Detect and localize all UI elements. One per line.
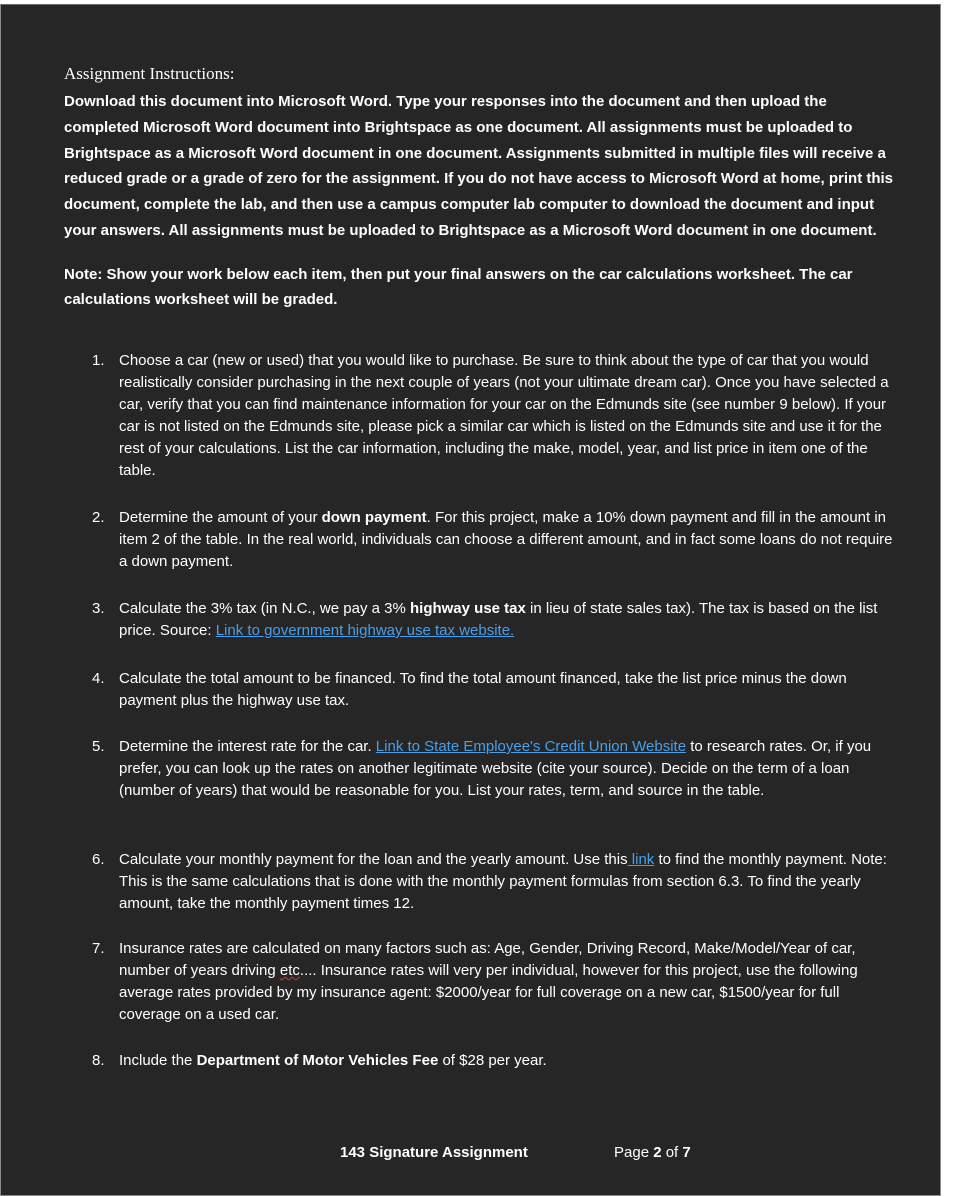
item-text: Include the: [119, 1052, 197, 1069]
highway-tax-link[interactable]: Link to government highway use tax website.: [215, 622, 515, 639]
item-number: 2.: [92, 509, 105, 526]
item-number: 8.: [92, 1052, 105, 1069]
spellcheck-word: etc: [279, 962, 300, 979]
list-item-3: [92, 598, 894, 642]
item-text: Determine the interest rate for the car.: [119, 738, 376, 755]
footer-title: 143 Signature Assignment: [340, 1144, 528, 1161]
note-paragraph: Note: Show your work below each item, then put your final answers on the car calculations worksheet. The car calculations worksheet will be graded.: [64, 265, 853, 309]
list-item-4: [92, 668, 894, 712]
item-text: Choose a car (new or used) that you would like to purchase. Be sure to think about the type of car that you would realistically consider purchasing in the next couple of years (not your ultimate dream car). Once you have selected a car, verify that you can find maintenance information for your car on the Edmunds site (see number 9 below). If your car is not listed on the Edmunds site, please pick a similar car which is listed on the Edmunds site and use it for the rest of your calculations. List the car information, including the make, model, year, and list price in item one of the table.: [119, 352, 889, 479]
list-item-2: [92, 507, 894, 573]
item-text-rest: . For this project, make a 10% down payment and fill in the amount in item 2 of the table. In the real world, individuals can choose a different amount, and in fact some loans do not require a down payment.: [119, 509, 893, 570]
item-number: 6.: [92, 851, 105, 868]
list-item-8: [92, 1050, 894, 1072]
list-item-6: [92, 849, 894, 915]
item-text: Calculate your monthly payment for the loan and the yearly amount. Use this: [119, 851, 628, 868]
item-text-rest: in lieu of state sales tax). The tax is based on the list price. Source:: [119, 600, 878, 639]
item-text: Insurance rates are calculated on many factors such as: Age, Gender, Driving Record, Make/Model/Year of car, number of years driving: [119, 940, 856, 979]
item-text: Determine the amount of your: [119, 509, 322, 526]
page-label: Page: [614, 1144, 654, 1161]
page-current: 2: [653, 1144, 662, 1161]
credit-union-link[interactable]: Link to State Employee's Credit Union Website: [375, 738, 687, 755]
page-number: [614, 1142, 691, 1164]
list-item-5: [92, 736, 894, 802]
page-of: of: [661, 1144, 683, 1161]
list-item-1: [92, 350, 894, 482]
item-bold-term: Department of Motor Vehicles Fee: [196, 1052, 439, 1069]
item-number: 3.: [92, 600, 105, 617]
list-item-7: [92, 938, 894, 1026]
item-number: 5.: [92, 738, 105, 755]
item-number: 4.: [92, 670, 105, 687]
item-bold-term: down payment: [321, 509, 427, 526]
page-body: [64, 63, 894, 313]
item-text-rest: to find the monthly payment. Note: This is the same calculations that is done with the monthly payment formulas from section 6.3. To find the yearly amount, take the monthly payment times 12.: [119, 851, 887, 912]
item-number: 1.: [92, 352, 105, 369]
instructions-heading: Assignment Instructions:: [64, 64, 235, 83]
intro-paragraph: Download this document into Microsoft Word. Type your responses into the document and then upload the completed Microsoft Word document into Brightspace as one document. All assignments must be uploaded to Brightspace as a Microsoft Word document in one document. Assignments submitted in multiple files will receive a reduced grade or a grade of zero for the assignment. If you do not have access to Microsoft Word at home, print this document, complete the lab, and then use a campus computer lab computer to download the document and input your answers. All assignments must be uploaded to Brightspace as a Microsoft Word document in one document.: [64, 93, 894, 239]
payment-calculator-link[interactable]: link: [627, 851, 655, 868]
item-text-rest: of $28 per year.: [438, 1052, 547, 1069]
item-text: Calculate the total amount to be financed. To find the total amount financed, take the list price minus the down payment plus the highway use tax.: [119, 670, 847, 709]
item-text: Calculate the 3% tax (in N.C., we pay a 3%: [119, 600, 410, 617]
item-bold-term: highway use tax: [409, 600, 526, 617]
item-number: 7.: [92, 940, 105, 957]
item-text-rest: to research rates. Or, if you prefer, you can look up the rates on another legitimate website (cite your source). Decide on the term of a loan (number of years) that would be reasonable for you. List your rates, term, and source in the table.: [119, 738, 872, 799]
document-page: [0, 4, 941, 1196]
page-total: 7: [682, 1144, 691, 1161]
item-text-rest: .... Insurance rates will very per individual, however for this project, use the following average rates provided by my insurance agent: $2000/year for full coverage on a new car, $1500/year for full coverage on a used car.: [119, 962, 858, 1023]
